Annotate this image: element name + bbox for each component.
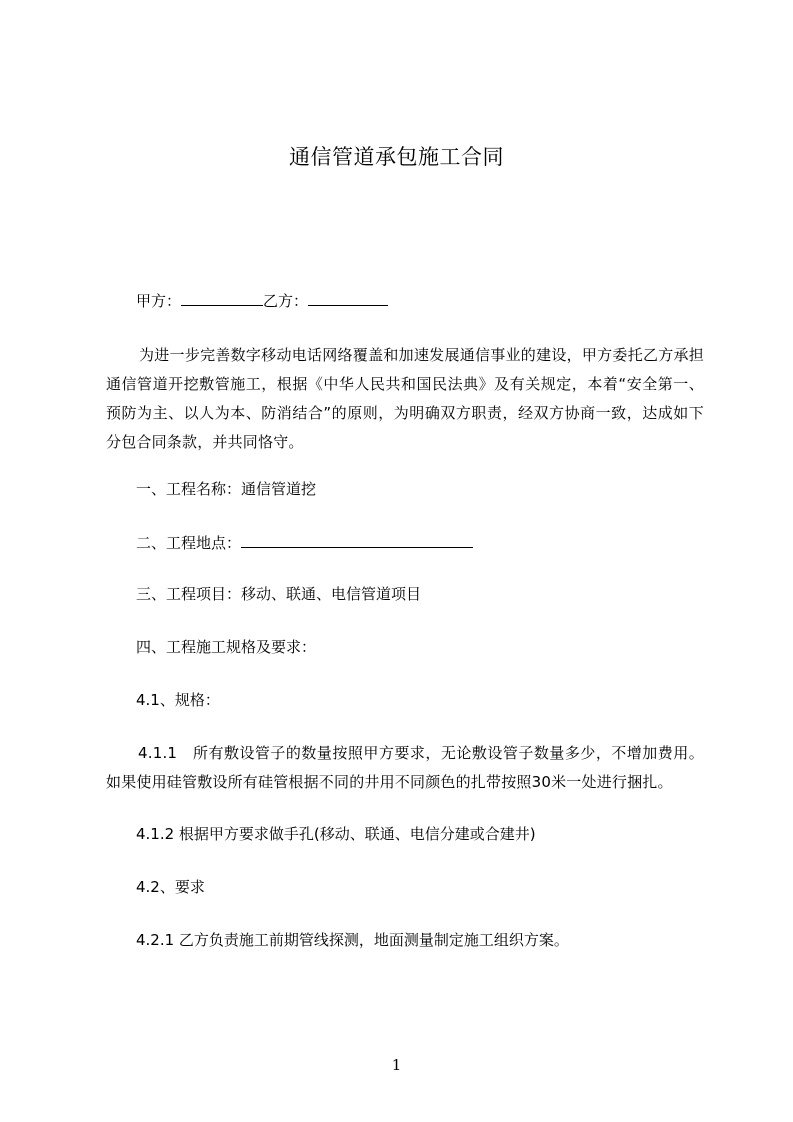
section-4-1-1: 4.1.1 所有敷设管子的数量按照甲方要求，无论敷设管子数量多少，不增加费用。如果使用硅管敷设所有硅管根据不同的井用不同颜色的扎带按照30米一处进行捆扎。 (106, 744, 704, 791)
party-a-blank (181, 289, 263, 306)
party-b-blank (308, 289, 388, 306)
section-project-items: 三、工程项目：移动、联通、电信管道项目 (136, 585, 422, 603)
section-4-2: 4.2、要求 (136, 878, 205, 896)
section-project-name: 一、工程名称：通信管道挖 (136, 480, 317, 498)
section-4-1: 4.1、规格： (136, 691, 220, 709)
party-b-label: 乙方： (263, 292, 309, 310)
section-4-2-1: 4.2.1 乙方负责施工前期管线探测，地面测量制定施工组织方案。 (136, 931, 569, 949)
intro-paragraph: 为进一步完善数字移动电话网络覆盖和加速发展通信事业的建设，甲方委托乙方承担通信管道开挖敷管施工，根据《中华人民共和国民法典》及有关规定，本着“安全第一、预防为主、以人为本、防消结合”的原则，为明确双方职责，经双方协商一致，达成如下分包合同条款，并共同恪守。 (106, 346, 704, 451)
project-location-blank (241, 531, 473, 548)
section-project-location (136, 531, 473, 554)
project-location-label: 二、工程地点： (136, 534, 242, 552)
page-number: 1 (391, 1056, 402, 1074)
party-a-label: 甲方： (136, 292, 182, 310)
document-title: 通信管道承包施工合同 (289, 145, 504, 169)
section-4-1-2: 4.1.2 根据甲方要求做手孔(移动、联通、电信分建或合建井) (136, 825, 536, 843)
parties-line (136, 289, 388, 312)
section-specs-requirements: 四、工程施工规格及要求： (136, 638, 317, 656)
